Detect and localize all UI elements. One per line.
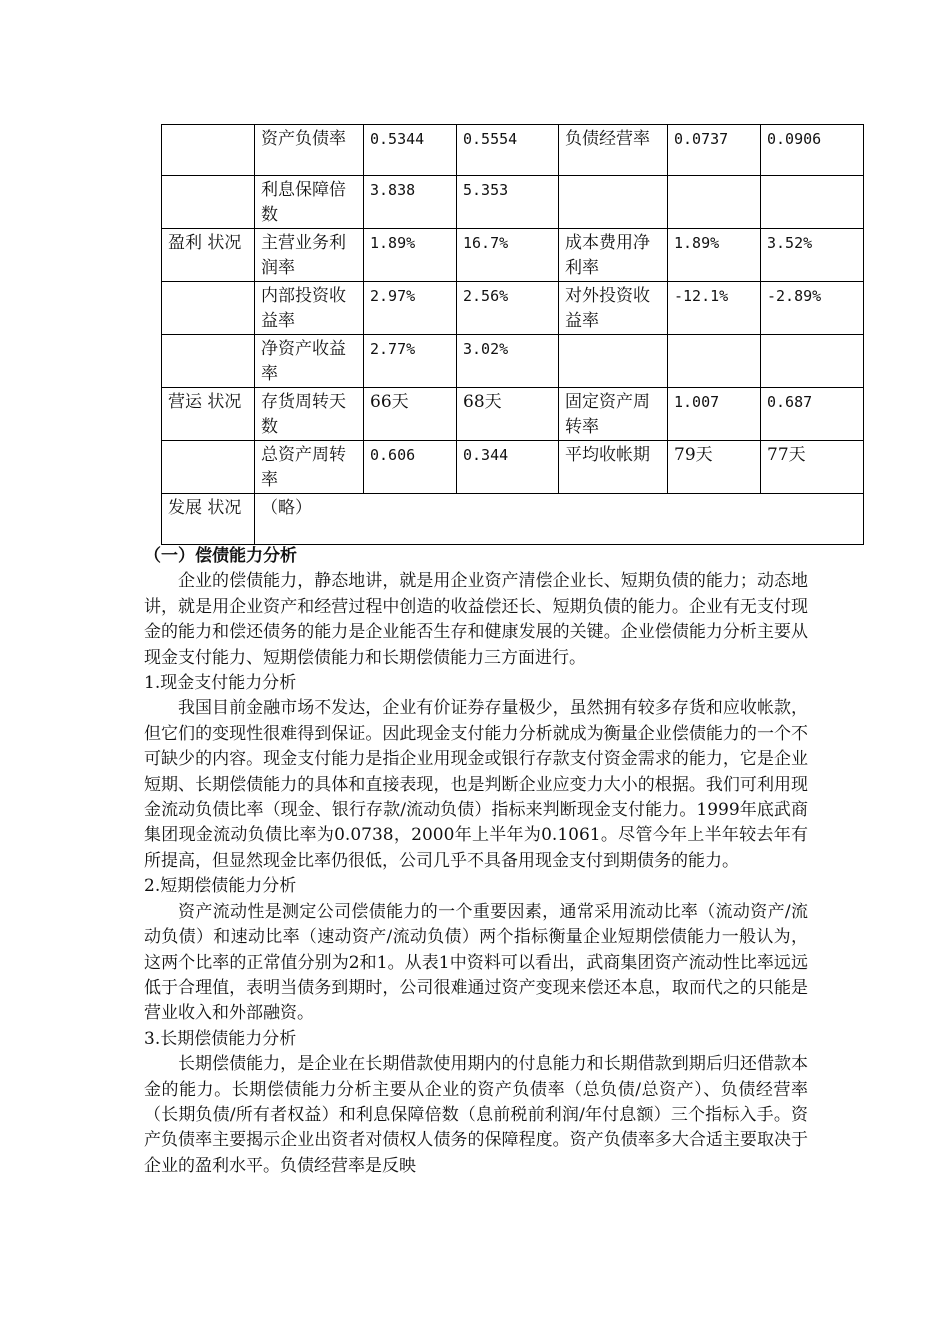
value-cell xyxy=(668,176,761,229)
value-cell: 3.52% xyxy=(761,229,864,282)
table-row xyxy=(162,335,864,388)
metric-name-cell: 固定资产周转率 xyxy=(559,388,668,441)
value-cell: 0.0906 xyxy=(761,125,864,176)
metric-name-cell: 负债经营率 xyxy=(559,125,668,176)
table-row xyxy=(162,125,864,176)
metric-name-cell: 存货周转天数 xyxy=(255,388,364,441)
value-cell xyxy=(668,335,761,388)
value-cell: 68天 xyxy=(457,388,559,441)
value-cell xyxy=(761,335,864,388)
value-cell: 66天 xyxy=(364,388,457,441)
subsection-title-short-term: 2.短期偿债能力分析 xyxy=(144,876,297,897)
short-term-paragraph: 资产流动性是测定公司偿债能力的一个重要因素，通常采用流动比率（流动资产/流动负债）和速动比率（速动资产/流动负债）两个指标衡量企业短期偿债能力一般认为，这两个比率的正常值分别为2和1。从表1中资料可以看出，武商集团资产流动性比率远远低于合理值，表明当债务到期时，公司很难通过资产变现来偿还本息，取而代之的只能是营业收入和外部融资。 xyxy=(144,901,808,1024)
category-cell: 营运 状况 xyxy=(162,388,255,441)
metric-name-cell: 总资产周转率 xyxy=(255,441,364,494)
category-cell xyxy=(162,125,255,176)
value-cell: 16.7% xyxy=(457,229,559,282)
value-cell: 0.344 xyxy=(457,441,559,494)
value-cell: 2.77% xyxy=(364,335,457,388)
metric-name-cell: 对外投资收益率 xyxy=(559,282,668,335)
table-row xyxy=(162,388,864,441)
metric-name-cell: 内部投资收益率 xyxy=(255,282,364,335)
table-row xyxy=(162,282,864,335)
value-cell: -12.1% xyxy=(668,282,761,335)
cash-paragraph: 我国目前金融市场不发达，企业有价证券存量极少，虽然拥有较多存货和应收帐款，但它们的变现性很难得到保证。因此现金支付能力分析就成为衡量企业偿债能力的一个不可缺少的内容。现金支付能力是指企业用现金或银行存款支付资金需求的能力，它是企业短期、长期偿债能力的具体和直接表现，也是判断企业应变力大小的根据。我们可利用现金流动负债比率（现金、银行存款/流动负债）指标来判断现金支付能力。1999年底武商集团现金流动负债比率为0.0738，2000年上半年为0.1061。尽管今年上半年较去年有所提高，但显然现金比率仍很低，公司几乎不具备用现金支付到期债务的能力。 xyxy=(144,698,808,871)
intro-paragraph: 企业的偿债能力，静态地讲，就是用企业资产清偿企业长、短期负债的能力；动态地讲，就是用企业资产和经营过程中创造的收益偿还长、短期负债的能力。企业有无支付现金的能力和偿还债务的能力是企业能否生存和健康发展的关键。企业偿债能力分析主要从现金支付能力、短期偿债能力和长期偿债能力三方面进行。 xyxy=(144,571,808,668)
value-cell: 0.5344 xyxy=(364,125,457,176)
section-title: （一）偿债能力分析 xyxy=(144,546,297,566)
value-cell: 5.353 xyxy=(457,176,559,229)
table-row xyxy=(162,229,864,282)
document-body xyxy=(144,544,808,1179)
metric-name-cell xyxy=(559,176,668,229)
metric-name-cell: 主营业务利润率 xyxy=(255,229,364,282)
metric-name-cell: 平均收帐期 xyxy=(559,441,668,494)
value-cell: 0.687 xyxy=(761,388,864,441)
omitted-content-cell: （略） xyxy=(255,494,864,545)
table-row xyxy=(162,441,864,494)
value-cell: 77天 xyxy=(761,441,864,494)
subsection-title-cash: 1.现金支付能力分析 xyxy=(144,673,297,694)
value-cell: 2.97% xyxy=(364,282,457,335)
value-cell: -2.89% xyxy=(761,282,864,335)
metric-name-cell: 资产负债率 xyxy=(255,125,364,176)
value-cell: 0.5554 xyxy=(457,125,559,176)
value-cell: 0.606 xyxy=(364,441,457,494)
table-row xyxy=(162,494,864,545)
table-row xyxy=(162,176,864,229)
value-cell: 0.0737 xyxy=(668,125,761,176)
financial-ratio-table xyxy=(161,124,864,545)
value-cell: 1.007 xyxy=(668,388,761,441)
metric-name-cell xyxy=(559,335,668,388)
value-cell: 3.838 xyxy=(364,176,457,229)
value-cell: 79天 xyxy=(668,441,761,494)
category-cell: 发展 状况 xyxy=(162,494,255,545)
metric-name-cell: 利息保障倍数 xyxy=(255,176,364,229)
value-cell: 1.89% xyxy=(668,229,761,282)
category-cell xyxy=(162,176,255,229)
category-cell xyxy=(162,441,255,494)
metric-name-cell: 净资产收益率 xyxy=(255,335,364,388)
subsection-title-long-term: 3.长期偿债能力分析 xyxy=(144,1028,297,1049)
metric-name-cell: 成本费用净利率 xyxy=(559,229,668,282)
value-cell: 1.89% xyxy=(364,229,457,282)
category-cell xyxy=(162,335,255,388)
value-cell: 2.56% xyxy=(457,282,559,335)
value-cell xyxy=(761,176,864,229)
long-term-paragraph: 长期偿债能力，是企业在长期借款使用期内的付息能力和长期借款到期后归还借款本金的能力。长期偿债能力分析主要从企业的资产负债率（总负债/总资产）、负债经营率（长期负债/所有者权益）和利息保障倍数（息前税前利润/年付息额）三个指标入手。资产负债率主要揭示企业出资者对债权人债务的保障程度。资产负债率多大合适主要取决于企业的盈利水平。负债经营率是反映 xyxy=(144,1054,808,1176)
value-cell: 3.02% xyxy=(457,335,559,388)
category-cell xyxy=(162,282,255,335)
category-cell: 盈利 状况 xyxy=(162,229,255,282)
